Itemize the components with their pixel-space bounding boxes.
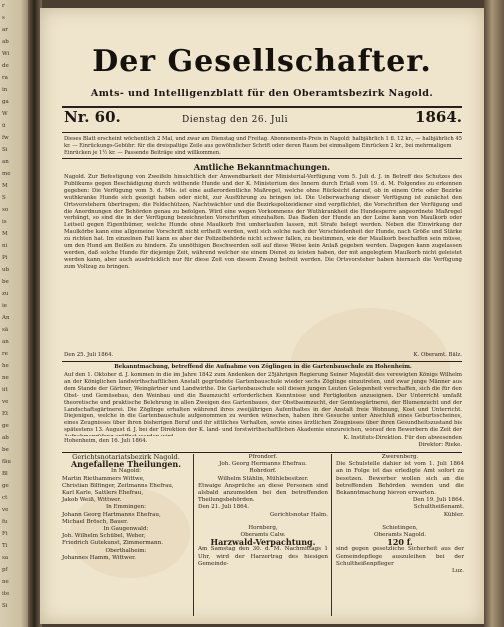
previous-page-fragment: W [2, 111, 8, 117]
list-item: Joh. Georg Hermanns Ehefrau. [219, 461, 307, 468]
list-item: Martin Riethammers Wittwe, [62, 475, 145, 482]
previous-page-fragment: ra [2, 75, 8, 81]
middle-column [198, 454, 328, 568]
previous-page-fragment: be [2, 279, 9, 285]
newspaper-page [40, 8, 484, 624]
place-name: In Emmingen: [105, 504, 147, 511]
list-item: Wilhelm Stählin, Mühlebesitzer. [217, 475, 309, 482]
place-name: In Nagold: [110, 468, 142, 475]
official-notice-text: Nagold. Zur Befestigung von Zweifeln hinsichtlich der Anwendbarkeit der Ministerial-Verfügung vom 5. Juli d. J. in Betreff des Schutzes des Publikums gegen Beschädigung durch wüthende Hunde und der K. Ministerium des Innern durch Erlaß vom 19. d. M. Folgendes zu erkennen gegeben: Die Verfügung vom 5. d. Mts. ist eine außerordentliche Maßregel, welche ohne Rücksicht darauf, ob in einem Orte oder Bezirke wuthkranke Hunde sich gezeigt haben oder nicht, zur Ausführung zu bringen ist. Die Ueberwachung dieser Verfügung ist zunächst den Ortsvorstehern übertragen; die Feldschützen, Nachtwächter und die Bezirkspolizeidiener sind verpflichtet, die Vorschriften der Verfügung und die Anordnungen der Behörden genau zu befolgen. Wird eine wegen Vorkommens der Wuthkrankheit die Hundesperre angeordnete Maßregel verhängt, so sind die in der Verfügung bezeichneten Vorschriften einzuhalten. Das Baden der Hunde an der Leine kann von Maulkorb oder Leitseil gegen Eigenthümer, welche Hunde ohne Maulkorb frei umherlaufen lassen, mit Strafe belegt werden. Neben die Einwirkung der Maulkörbe kann eine allgemeine Vorschrift nicht ertheilt werden, weil sich solche nach der Verschiedenheit der Hunde, nach Größe und Stärke zu richten hat. Im einzelnen Fall kann es aber der Polizeibehörde nicht schwer fallen, zu bestimmen, wie der Maulkorb beschaffen sein müsse, um den Hund am Beißen zu hindern. Zu unnöthigen Beschwerden soll auf diese Weise kein Anlaß gegeben werden. Dagegen kann zugelassen werden, daß solche Hunde für diejenige Zeit, während welcher sie einem Dienst zu leisten haben, der mit angelegtem Maulkorb nicht geleistet werden kann, aber auch ausdrücklich nur für diese Zeit von diesem Zwang befreit werden. Die Ortsvorsteher haben hiernach die Verfügung zum Vollzug zu bringen. [64, 174, 462, 270]
school-signature: K. Instituts-Direktion. Für den abwesenden Direktor: Rieke. [343, 435, 462, 448]
place-name: Pfrondorf. [248, 454, 278, 460]
school-place-date: Hohenheim, den 16. Juli 1864. [64, 438, 148, 444]
previous-page-fragment: S [2, 195, 6, 201]
previous-page-fragment: Ti [2, 543, 8, 549]
previous-page-fragment: sa [2, 555, 9, 561]
official-notices-heading: Amtliche Bekanntmachungen. [193, 162, 331, 172]
place-name: Rohrdorf. [249, 468, 277, 475]
previous-page-fragment: so [2, 207, 9, 213]
issue-rule [62, 132, 462, 133]
notice-signature: K. Oberamt. Bälz. [413, 352, 462, 358]
previous-page-fragment: r [2, 3, 5, 9]
left-column [62, 454, 190, 562]
gardening-school-text: Auf den 1. Oktober d. J. kommen in die im Jahre 1842 zum Andenken der 25jährigen Regierung Seiner Majestät des verewigten Königs Wilhelm an der Königlichen landwirthschaftlichen Anstalt gegründete Gartenbauschule wieder sechs Zöglinge einzutreten, und zwar junge Männer aus dem Stande der Gärtner, Weingärtner und Landwirthe. Die Gartenbauschule soll diesen jungen Leuten Gelegenheit verschaffen, sich die für den Obst- und Gemüsebau, den Weinbau und die Baumzucht erforderlichen Kenntnisse und Fertigkeiten anzueignen. Der Unterricht umfaßt theoretische und praktische Belehrung in allen Zweigen des Gartenbaues, der Obstbaumzucht, der Gemüsegärtnerei, der Blumenzucht und der Landschaftsgärtnerei. Die Zöglinge erhalten während ihres zweijährigen Aufenthaltes in der Anstalt freie Wohnung, Kost und Unterricht. Diejenigen, welche in die Gartenbauschule aufgenommen zu werden wünschen, haben ihre Gesuche unter Anschluß eines Geburtsscheines, eines Zeugnisses über ihren bisherigen Beruf und ihr sittliches Verhalten, sowie eines ärztlichen Zeugnisses über ihren Gesundheitszustand bis spätestens 13. August d. J. bei der Direktion der K. land- und forstwirthschaftlichen Akademie einzureichen, worauf den Bewerbern die Zeit der [64, 372, 462, 434]
lease-text: Am Samstag den 30. d. M. Nachmittags 1 Uhr, wird der Harzertrag des hiesigen Gemeinde- [198, 546, 328, 567]
office-signature: Kübler. [443, 511, 464, 518]
notice-date: Den 19. Juli 1864. [412, 497, 464, 504]
previous-page-fragment: Si [2, 147, 8, 153]
place-name: Schietingen, [382, 524, 418, 531]
list-item: Johannes Hamm, Wittwer. [62, 554, 136, 561]
previous-page-fragment: ub [2, 267, 10, 273]
pubinfo-rule [62, 158, 462, 159]
previous-page-fragment: ct [2, 495, 8, 501]
list-item: Jakob Weiß, Wittwer. [62, 497, 122, 504]
previous-page-fragment: ite [2, 591, 10, 597]
previous-page-fragment: in [2, 87, 8, 93]
masthead-title: Der Gesellschafter. [92, 44, 432, 79]
issue-year: 1864. [415, 108, 462, 126]
list-item: Johann Georg Hartmanns Ehefrau, [62, 511, 161, 518]
place-subtitle: Oberamts Calw. [240, 532, 286, 539]
previous-page-fragment: an [2, 339, 9, 345]
previous-page-fragment: zu [2, 291, 9, 297]
previous-page-fragment: ab [2, 39, 9, 45]
previous-page-fragment: ve [2, 399, 9, 405]
division-heading: Angefallene Theilungen. [70, 459, 182, 470]
previous-page-fragment: ar [2, 27, 8, 33]
official-notice-footer [64, 352, 462, 359]
previous-page-fragment: an [2, 159, 9, 165]
previous-page-fragment: ne [2, 579, 9, 585]
previous-page-fragment: ve [2, 507, 9, 513]
place-name: In Gaugenwald: [103, 526, 149, 533]
list-item: Michael Brösch, Bauer. [62, 518, 128, 525]
loan-signature: Luz. [451, 568, 464, 575]
claims-notice: Etwaige Ansprüche an diese Personen sind alsbald anzumelden bei den betreffenden Theilungsbehörden. [198, 482, 328, 504]
previous-page-fragment: Pi [2, 255, 8, 261]
notary-district: Gerichtsnotariatsbezirk Nagold. [72, 453, 180, 461]
previous-page-fragment: is [2, 219, 7, 225]
page-stack-edge [484, 0, 504, 627]
place-name: Oberthalheim: [105, 547, 147, 554]
notary-signature: Gerichtsnotar Halm. [269, 511, 328, 518]
previous-page-fragment: re [2, 351, 8, 357]
previous-page-fragment: iit [2, 387, 8, 393]
office-name: Schultheißenamt. [413, 504, 464, 511]
list-item: Christian Bilfinger, Zeitmanns Ehefrau, [62, 482, 174, 489]
previous-page-fragment: pf [2, 567, 8, 573]
previous-page-fragment: ni [2, 243, 8, 249]
previous-page-fragment: ne [2, 375, 9, 381]
lease-heading: Harzwald-Verpachtung. [210, 537, 316, 548]
loan-text: sind gegen gesetzliche Sicherheit aus der Gemeindepflege auszuleihen bei der Schultheißenpfleger [336, 546, 464, 567]
previous-page-fragment: M [2, 183, 8, 189]
previous-page-fragment: Et [2, 411, 9, 417]
list-item: Joh. Wilhelm Schübel, Weber, [62, 533, 146, 540]
previous-page-fragment: Fi [2, 531, 8, 537]
previous-page-fragment: Bl [2, 471, 8, 477]
issue-date: Dienstag den 26. Juli [182, 115, 289, 125]
previous-page-fragment: ga [2, 99, 9, 105]
previous-page-edge [0, 0, 30, 627]
previous-page-fragment: he [2, 363, 9, 369]
previous-page-fragment: fäu [2, 459, 11, 465]
place-name: Zwerenberg. [381, 454, 419, 460]
previous-page-fragment: ü [2, 123, 6, 129]
issue-line [64, 110, 462, 130]
column-divider [331, 454, 332, 616]
previous-page-fragment: An [2, 315, 10, 321]
previous-page-fragment: ge [2, 483, 9, 489]
previous-page-fragment: Wi [2, 51, 10, 57]
list-item: Friedrich Gutekunst, Zimmermann. [62, 540, 164, 547]
notice-date: Den 25. Juli 1864. [64, 352, 114, 358]
masthead-rule [62, 106, 462, 108]
place-subtitle: Oberamts Nagold. [373, 532, 426, 539]
loan-amount: 120 f. [387, 537, 413, 548]
previous-page-fragment: ab [2, 435, 9, 441]
previous-page-fragment: M [2, 231, 8, 237]
masthead-subtitle: Amts- und Intelligenzblatt für den Oberamtsbezirk Nagold. [90, 88, 434, 99]
previous-page-fragment: ie [2, 303, 8, 309]
previous-page-fragment: fw [2, 135, 9, 141]
publication-info: Dieses Blatt erscheint wöchentlich 2 Mal, und zwar am Dienstag und Freitag. Abonnements-Preis in Nagold: halbjährlich 1 fl. 12 kr., — halbjährlich 45 kr. — Einrückungs-Gebühr: für die dreispaltige Zeile aus gewöhnlicher Schrift oder deren Raum bei einmaligem Einrücken 2 kr., bei mehrmaligem Einrücken je 1½ kr. — Passende Beiträge sind willkommen. [64, 136, 462, 156]
gardening-school-heading: Bekanntmachung, betreffend die Aufnahme von Zöglingen in die Gartenbauschule zu Hohenheim. [114, 364, 412, 370]
school-post-notice: Die Schulstelle dahier ist vom 1. Juli 1864 an in Folge ist das erledigte Amt sofort zu besetzen. Bewerber wollen sich an die betreffenden Behörden wenden und die Bekanntmachung hievon erwarten. [336, 461, 464, 497]
previous-page-fragment: be [2, 447, 9, 453]
notary-date: Den 21. Juli 1864. [198, 504, 250, 511]
previous-page-fragment: me [2, 171, 11, 177]
place-name: Hornberg, [248, 524, 278, 531]
issue-number: Nr. 60. [64, 108, 121, 126]
list-item: Karl Karle, Sattlers Ehefrau, [62, 490, 144, 497]
previous-page-fragment: s [2, 15, 5, 21]
previous-page-fragment: de [2, 63, 9, 69]
previous-page-fragment: sä [2, 327, 9, 333]
section-rule [62, 361, 462, 362]
right-column [336, 454, 464, 575]
previous-page-fragment: fu [2, 519, 8, 525]
previous-page-fragment: ge [2, 423, 9, 429]
previous-page-fragment: Si [2, 603, 8, 609]
column-divider [193, 454, 194, 616]
gardening-school-footer [64, 435, 462, 448]
